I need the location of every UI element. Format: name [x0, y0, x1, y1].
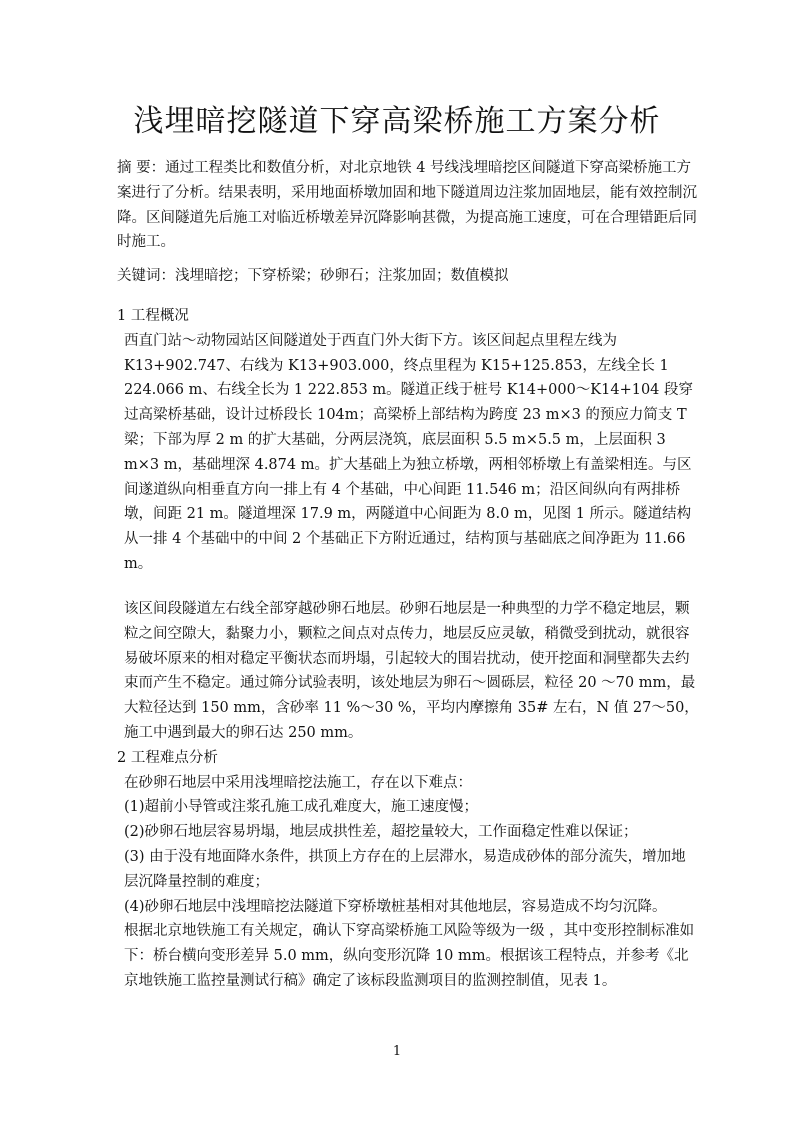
document-title: 浅埋暗挖隧道下穿高梁桥施工方案分析: [133, 104, 661, 139]
section-geology-and-2: [117, 597, 699, 994]
section-1-paragraph: 西直门站～动物园站区间隧道处于西直门外大街下方。该区间起点里程左线为 K13+902.747、右线为 K13+903.000，终点里程为 K15+125.853，左线全长 1 224.066 m、右线全长为 1 222.853 m。隧道正线于桩号 K14+000～K14+104 段穿过高梁桥基础，设计过桥段长 104m；高梁桥上部结构为跨度 23 m×3 的预应力简支 T 梁；下部为厚 2 m 的扩大基础，分两层浇筑，底层面积 5.5 m×5.5 m，上层面积 3 m×3 m，基础埋深 4.874 m。扩大基础上为独立桥墩，两相邻桥墩上有盖梁相连。与区间遂道纵向相垂直方向一排上有 4 个基础，中心间距 11.546 m；沿区间纵向有两排桥墩，间距 21 m。隧道埋深 17.9 m，两隧道中心间距为 8.0 m，见图 1 所示。隧道结构从一排 4 个基础中的中间 2 个基础正下方附近通过，结构顶与基础底之间净距为 11.66 m。: [124, 332, 694, 572]
difficulty-item: (4)砂卵石地层中浅埋暗挖法隧道下穿桥墩桩基相对其他地层，容易造成不均匀沉降。: [124, 898, 667, 915]
page-number: 1: [392, 1044, 402, 1059]
difficulty-item: (2)砂卵石地层容易坍塌，地层成拱性差，超挖量较大，工作面稳定性难以保证；: [124, 824, 638, 841]
section-1-heading: 1 工程概况: [117, 308, 189, 324]
section-2-heading: 2 工程难点分析: [117, 749, 218, 766]
section-2-closing: 根据北京地铁施工有关规定，确认下穿高梁桥施工风险等级为一级 ，其中变形控制标准如下：桥台横向变形差异 5.0 mm，纵向变形沉降 10 mm。根据该工程特点，并参考《北京地铁施工监控量测试行稿》确定了该标段监测项目的监测控制值，见表 1。: [124, 923, 695, 989]
difficulty-item: (3) 由于没有地面降水条件，拱顶上方存在的上层滞水，易造成砂体的部分流失，增加地层沉降量控制的难度；: [124, 848, 686, 890]
keywords: 关键词：浅埋暗挖；下穿桥梁；砂卵石；注浆加固；数值模拟: [117, 268, 509, 284]
abstract: 摘 要：通过工程类比和数值分析，对北京地铁 4 号线浅埋暗挖区间隧道下穿高梁桥施工方案进行了分析。结果表明，采用地面桥墩加固和地下隧道周边注浆加固地层，能有效控制沉降。区间隧道先后施工对临近桥墩差异沉降影响甚微，为提高施工速度，可在合理错距后同时施工。: [117, 160, 697, 251]
geology-paragraph: 该区间段隧道左右线全部穿越砂卵石地层。砂卵石地层是一种典型的力学不稳定地层，颗粒之间空隙大，黏聚力小，颗粒之间点对点传力，地层反应灵敏，稍微受到扰动，就很容易破坏原来的相对稳定平衡状态而坍塌，引起较大的围岩扰动，使开挖面和洞壁都失去约束而产生不稳定。通过筛分试验表明，该处地层为卵石～圆砾层，粒径 20 ～70 mm，最大粒径达到 150 mm，含砂率 11 %～30 %，平均内摩擦角 35# 左右，N 值 27～50，施工中遇到最大的卵石达 250 mm。: [124, 601, 699, 741]
section-1: [117, 304, 699, 577]
difficulty-item: (1)超前小导管或注浆孔施工成孔难度大，施工速度慢；: [124, 799, 479, 816]
section-2-intro: 在砂卵石地层中采用浅埋暗挖法施工，存在以下难点：: [124, 774, 472, 791]
